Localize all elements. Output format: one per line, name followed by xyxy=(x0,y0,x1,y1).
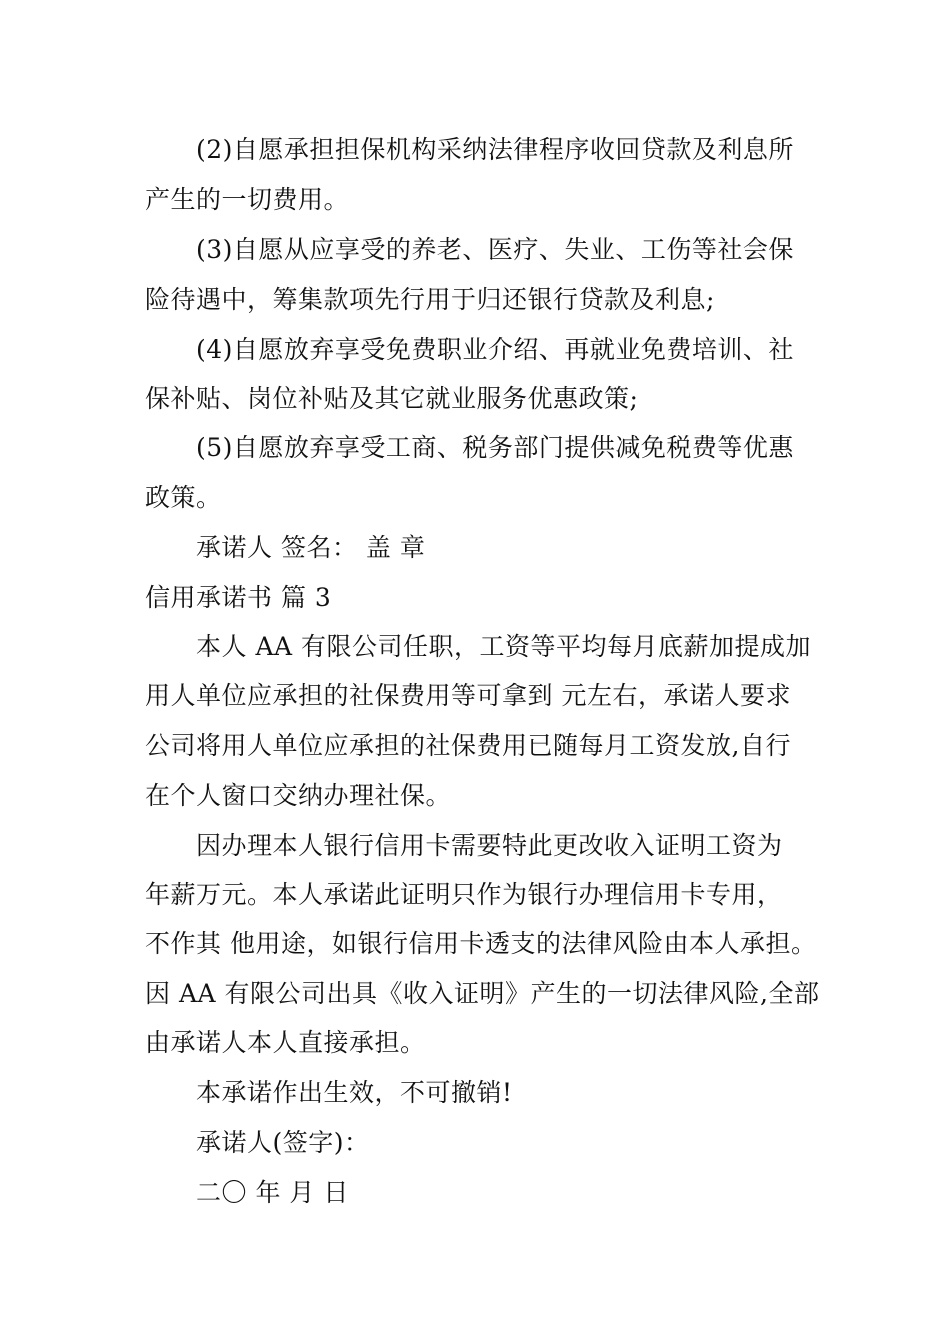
paragraph-1-line-4: 在个人窗口交纳办理社保。 xyxy=(145,781,452,810)
clause-4-line-2: 保补贴、岗位补贴及其它就业服务优惠政策; xyxy=(145,384,639,413)
promisor-signature: 承诺人(签字)： xyxy=(196,1128,370,1157)
clause-2-line-1: (2)自愿承担担保机构采纳法律程序收回贷款及利息所 xyxy=(196,135,794,164)
paragraph-1-line-2: 用人单位应承担的社保费用等可拿到 元左右，承诺人要求 xyxy=(145,681,791,710)
clause-4-line-1: (4)自愿放弃享受免费职业介绍、再就业免费培训、社 xyxy=(196,335,794,364)
clause-3-line-2: 险待遇中，筹集款项先行用于归还银行贷款及利息; xyxy=(145,285,715,314)
section-heading: 信用承诺书 篇 3 xyxy=(145,583,332,612)
paragraph-1-line-1: 本人 AA 有限公司任职，工资等平均每月底薪加提成加 xyxy=(196,632,812,661)
clause-5-line-1: (5)自愿放弃享受工商、税务部门提供减免税费等优惠 xyxy=(196,433,794,462)
paragraph-2-line-3: 不作其 他用途，如银行信用卡透支的法律风险由本人承担。 xyxy=(145,929,817,958)
paragraph-1-line-3: 公司将用人单位应承担的社保费用已随每月工资发放,自行 xyxy=(145,731,791,760)
paragraph-2-line-4: 因 AA 有限公司出具《收入证明》产生的一切法律风险,全部 xyxy=(145,979,820,1008)
date-line: 二〇 年 月 日 xyxy=(196,1178,349,1207)
paragraph-2-line-5: 由承诺人本人直接承担。 xyxy=(145,1028,426,1057)
clause-5-line-2: 政策。 xyxy=(145,483,222,512)
paragraph-2-line-2: 年薪万元。本人承诺此证明只作为银行办理信用卡专用， xyxy=(145,880,783,909)
effectiveness-statement: 本承诺作出生效，不可撤销! xyxy=(196,1078,513,1107)
clause-3-line-1: (3)自愿从应享受的养老、医疗、失业、工伤等社会保 xyxy=(196,235,794,264)
paragraph-2-line-1: 因办理本人银行信用卡需要特此更改收入证明工资为 xyxy=(196,831,783,860)
signature-line: 承诺人 签名： 盖 章 xyxy=(196,533,426,562)
clause-2-line-2: 产生的一切费用。 xyxy=(145,185,350,214)
